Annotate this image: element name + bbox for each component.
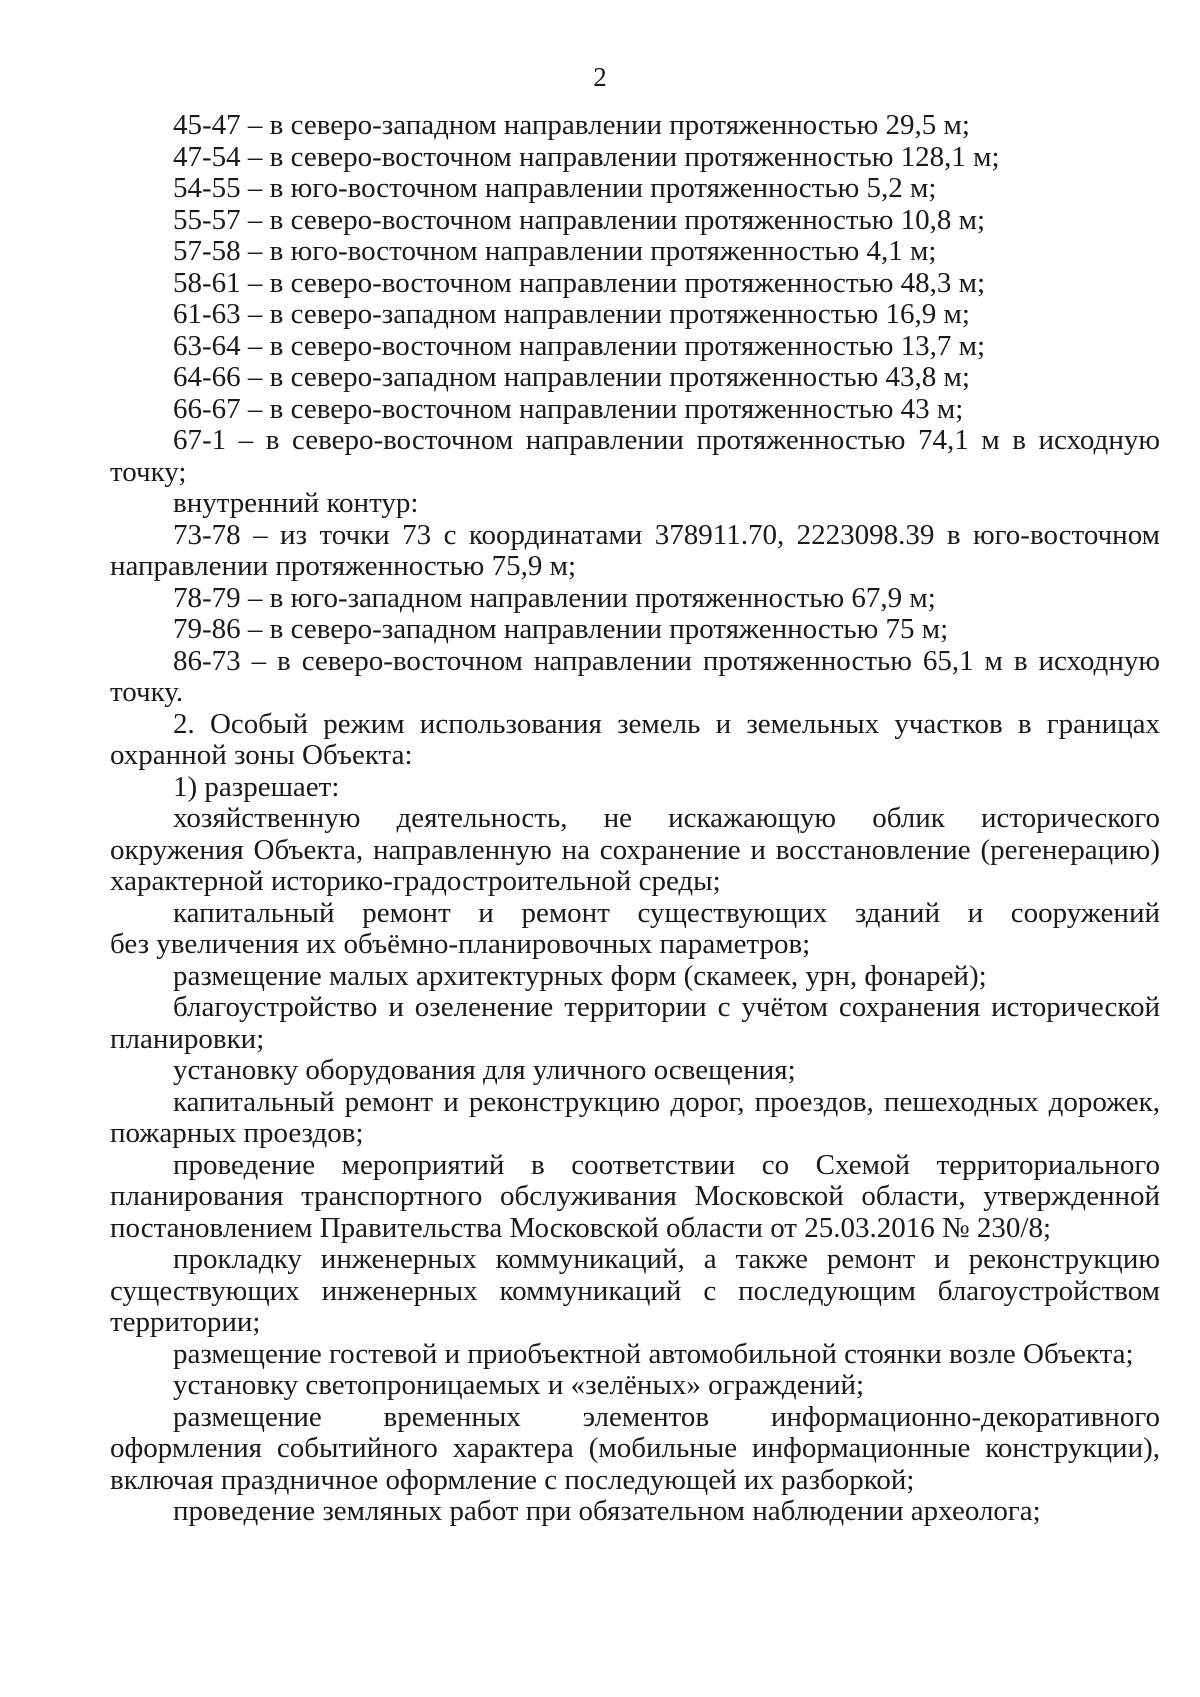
item-transport-line3: постановлением Правительства Московской области от 25.03.2016 № 230/8;: [110, 1211, 1052, 1244]
segment-79-86: 79-86 – в северо-западном направлении протяженностью 75 м;: [173, 613, 949, 645]
item-temporary-line3: включая праздничное оформление с последующей их разборкой;: [110, 1463, 915, 1496]
document-body: [110, 110, 1160, 1528]
inner-contour-label: внутренний контур:: [173, 487, 419, 519]
page-number: 2: [593, 62, 607, 92]
segment-55-57: 55-57 – в северо-восточном направлении протяженностью 10,8 м;: [173, 203, 986, 236]
item-landscaping-line2: планировки;: [110, 1022, 265, 1055]
segment-73-78-line1: 73-78 – из точки 73 с координатами 378911.70, 2223098.39 в юго-восточном: [173, 519, 1160, 551]
segment-67-1-line1: 67-1 – в северо-восточном направлении протяженностью 74,1 м в исходную: [173, 425, 1160, 456]
section-2-line1: 2. Особый режим использования земель и земельных участков в границах: [173, 708, 1160, 740]
item-transport-line2: планирования транспортного обслуживания Московской области, утвержденной: [110, 1181, 1160, 1212]
item-roads-line2: пожарных проездов;: [110, 1117, 364, 1149]
segment-66-67: 66-67 – в северо-восточном направлении протяженностью 43 м;: [173, 392, 964, 425]
segment-64-66: 64-66 – в северо-западном направлении протяженностью 43,8 м;: [173, 361, 970, 393]
section-2-line2: охранной зоны Объекта:: [110, 739, 413, 771]
segment-54-55: 54-55 – в юго-восточном направлении протяженностью 5,2 м;: [173, 172, 937, 204]
item-transport-line1: проведение мероприятий в соответствии со Схемой территориального: [173, 1149, 1160, 1181]
item-repair-line2: без увеличения их объёмно-планировочных параметров;: [110, 928, 811, 960]
item-fences: установку светопроницаемых и «зелёных» ограждений;: [173, 1369, 865, 1401]
segment-47-54: 47-54 – в северо-восточном направлении протяженностью 128,1 м;: [173, 140, 1000, 173]
segment-86-73-line1: 86-73 – в северо-восточном направлении протяженностью 65,1 м в исходную: [173, 645, 1160, 677]
item-economic-line1: хозяйственную деятельность, не искажающую облик исторического: [173, 803, 1160, 834]
item-utilities-line2: существующих инженерных коммуникаций с последующим благоустройством: [110, 1275, 1160, 1307]
item-utilities-line3: территории;: [110, 1306, 261, 1338]
item-landscaping-line1: благоустройство и озеленение территории с учётом сохранения исторической: [173, 992, 1160, 1023]
segment-86-73-line2: точку.: [110, 676, 184, 708]
item-temporary-line2: оформления событийного характера (мобильные информационные конструкции),: [110, 1433, 1160, 1464]
permits-label: 1) разрешает:: [173, 770, 340, 803]
segment-78-79: 78-79 – в юго-западном направлении протяженностью 67,9 м;: [173, 581, 936, 614]
segment-58-61: 58-61 – в северо-восточном направлении протяженностью 48,3 м;: [173, 266, 986, 299]
item-roads-line1: капитальный ремонт и реконструкцию дорог, проездов, пешеходных дорожек,: [173, 1086, 1160, 1118]
item-temporary-line1: размещение временных элементов информационно-декоративного: [173, 1401, 1160, 1433]
item-lighting: установку оборудования для уличного освещения;: [173, 1054, 796, 1086]
segment-61-63: 61-63 – в северо-западном направлении протяженностью 16,9 м;: [173, 298, 970, 330]
item-economic-line2: окружения Объекта, направленную на сохранение и восстановление (регенерацию): [110, 834, 1160, 866]
item-repair-line1: капитальный ремонт и ремонт существующих зданий и сооружений: [173, 897, 1160, 929]
segment-45-47: 45-47 – в северо-западном направлении протяженностью 29,5 м;: [173, 109, 970, 141]
segment-73-78-line2: направлении протяженностью 75,9 м;: [110, 550, 577, 582]
item-earthworks: проведение земляных работ при обязательном наблюдении археолога;: [173, 1495, 1041, 1527]
segment-67-1-line2: точку;: [110, 455, 187, 488]
item-economic-line3: характерной историко-градостроительной среды;: [110, 865, 721, 897]
item-small-forms: размещение малых архитектурных форм (скамеек, урн, фонарей);: [173, 959, 987, 992]
item-utilities-line1: прокладку инженерных коммуникаций, а также ремонт и реконструкцию: [173, 1244, 1160, 1275]
item-parking: размещение гостевой и приобъектной автомобильной стоянки возле Объекта;: [173, 1337, 1134, 1370]
segment-63-64: 63-64 – в северо-восточном направлении протяженностью 13,7 м;: [173, 329, 986, 362]
segment-57-58: 57-58 – в юго-восточном направлении протяженностью 4,1 м;: [173, 235, 937, 267]
